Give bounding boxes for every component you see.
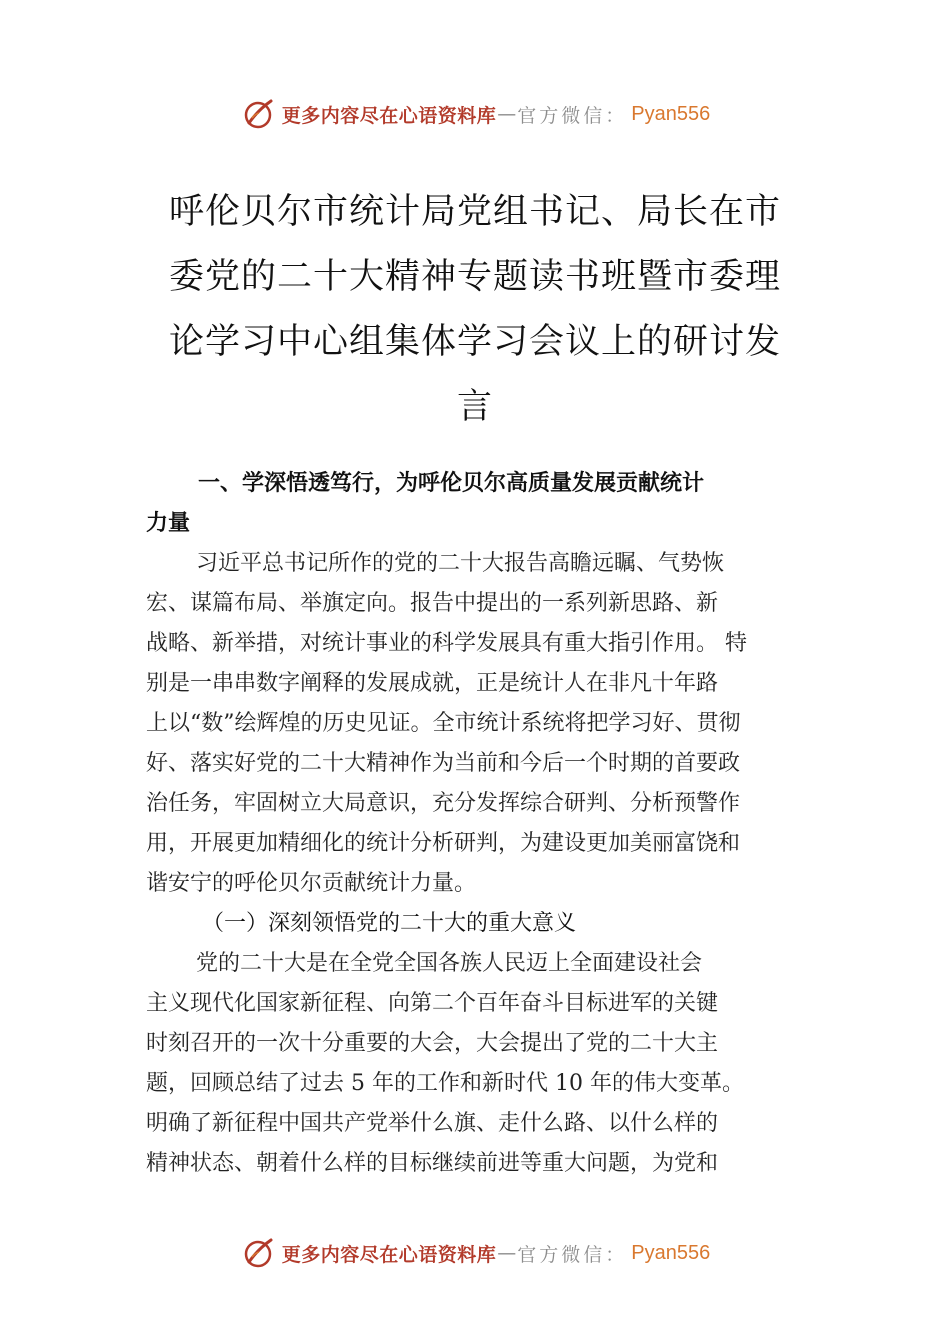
paragraph-line: 宏、谋篇布局、举旗定向。报告中提出的一系列新思路、新 [146,591,719,616]
watermark-main-text: 更多内容尽在心语资料库 [281,1243,497,1266]
watermark-wechat-id: Pyan556 [631,102,711,125]
paragraph-line: 时刻召开的一次十分重要的大会，大会提出了党的二十大主 [146,1031,719,1056]
watermark-dash: — [497,103,517,125]
paragraph-line: 明确了新征程中国共产党举什么旗、走什么路、以什么样的 [146,1111,719,1136]
quill-emblem-icon [240,1235,276,1271]
title-line: 论学习中心组集体学习会议上的研讨发 [168,322,781,362]
paragraph-line: 精神状态、朝着什么样的目标继续前进等重大问题，为党和 [146,1151,719,1176]
document-body [146,464,820,1184]
paragraph-line: 上以“数”绘辉煌的历史见证。全市统计系统将把学习好、贯彻 [146,711,741,736]
paragraph-line: 谐安宁的呼伦贝尔贡献统计力量。 [146,871,477,896]
paragraph-line: 好、落实好党的二十大精神作为当前和今后一个时期的首要政 [146,751,741,776]
paragraph-line: 主义现代化国家新征程、向第二个百年奋斗目标进军的关键 [146,991,719,1016]
watermark-wechat-label: 官方微信： [517,1243,628,1266]
watermark-dash: — [497,1242,517,1264]
paragraph-line: 党的二十大是在全党全国各族人民迈上全面建设社会 [196,951,703,976]
title-line: 委党的二十大精神专题读书班暨市委理 [168,257,781,297]
paragraph-line: 别是一串串数字阐释的发展成就，正是统计人在非凡十年路 [146,671,719,696]
subsection-heading: （一）深刻领悟党的二十大的重大意义 [202,911,577,936]
quill-emblem-icon [240,96,276,132]
footer-watermark [0,1231,950,1275]
section-heading-line: 力量 [146,511,191,536]
watermark-wechat-id: Pyan556 [631,1241,711,1264]
watermark-wechat-label: 官方微信： [517,104,628,127]
body-paragraph [146,544,820,904]
paragraph-line: 习近平总书记所作的党的二十大报告高瞻远瞩、气势恢 [196,551,725,576]
paragraph-line: 题，回顾总结了过去 5 年的工作和新时代 10 年的伟大变革。 [146,1071,744,1096]
paragraph-line: 治任务，牢固树立大局意识，充分发挥综合研判、分析预警作 [146,791,741,816]
watermark-main-text: 更多内容尽在心语资料库 [281,104,497,127]
body-paragraph [146,944,820,1184]
header-watermark [0,92,950,136]
title-line: 呼伦贝尔市统计局党组书记、局长在市 [168,192,781,232]
title-line: 言 [456,387,493,427]
section-heading-line: 一、学深悟透笃行，为呼伦贝尔高质量发展贡献统计 [198,471,705,496]
section-heading [146,464,820,544]
document-title [140,180,810,440]
paragraph-line: 战略、新举措，对统计事业的科学发展具有重大指引作用。 特 [146,631,747,656]
paragraph-line: 用，开展更加精细化的统计分析研判，为建设更加美丽富饶和 [146,831,741,856]
